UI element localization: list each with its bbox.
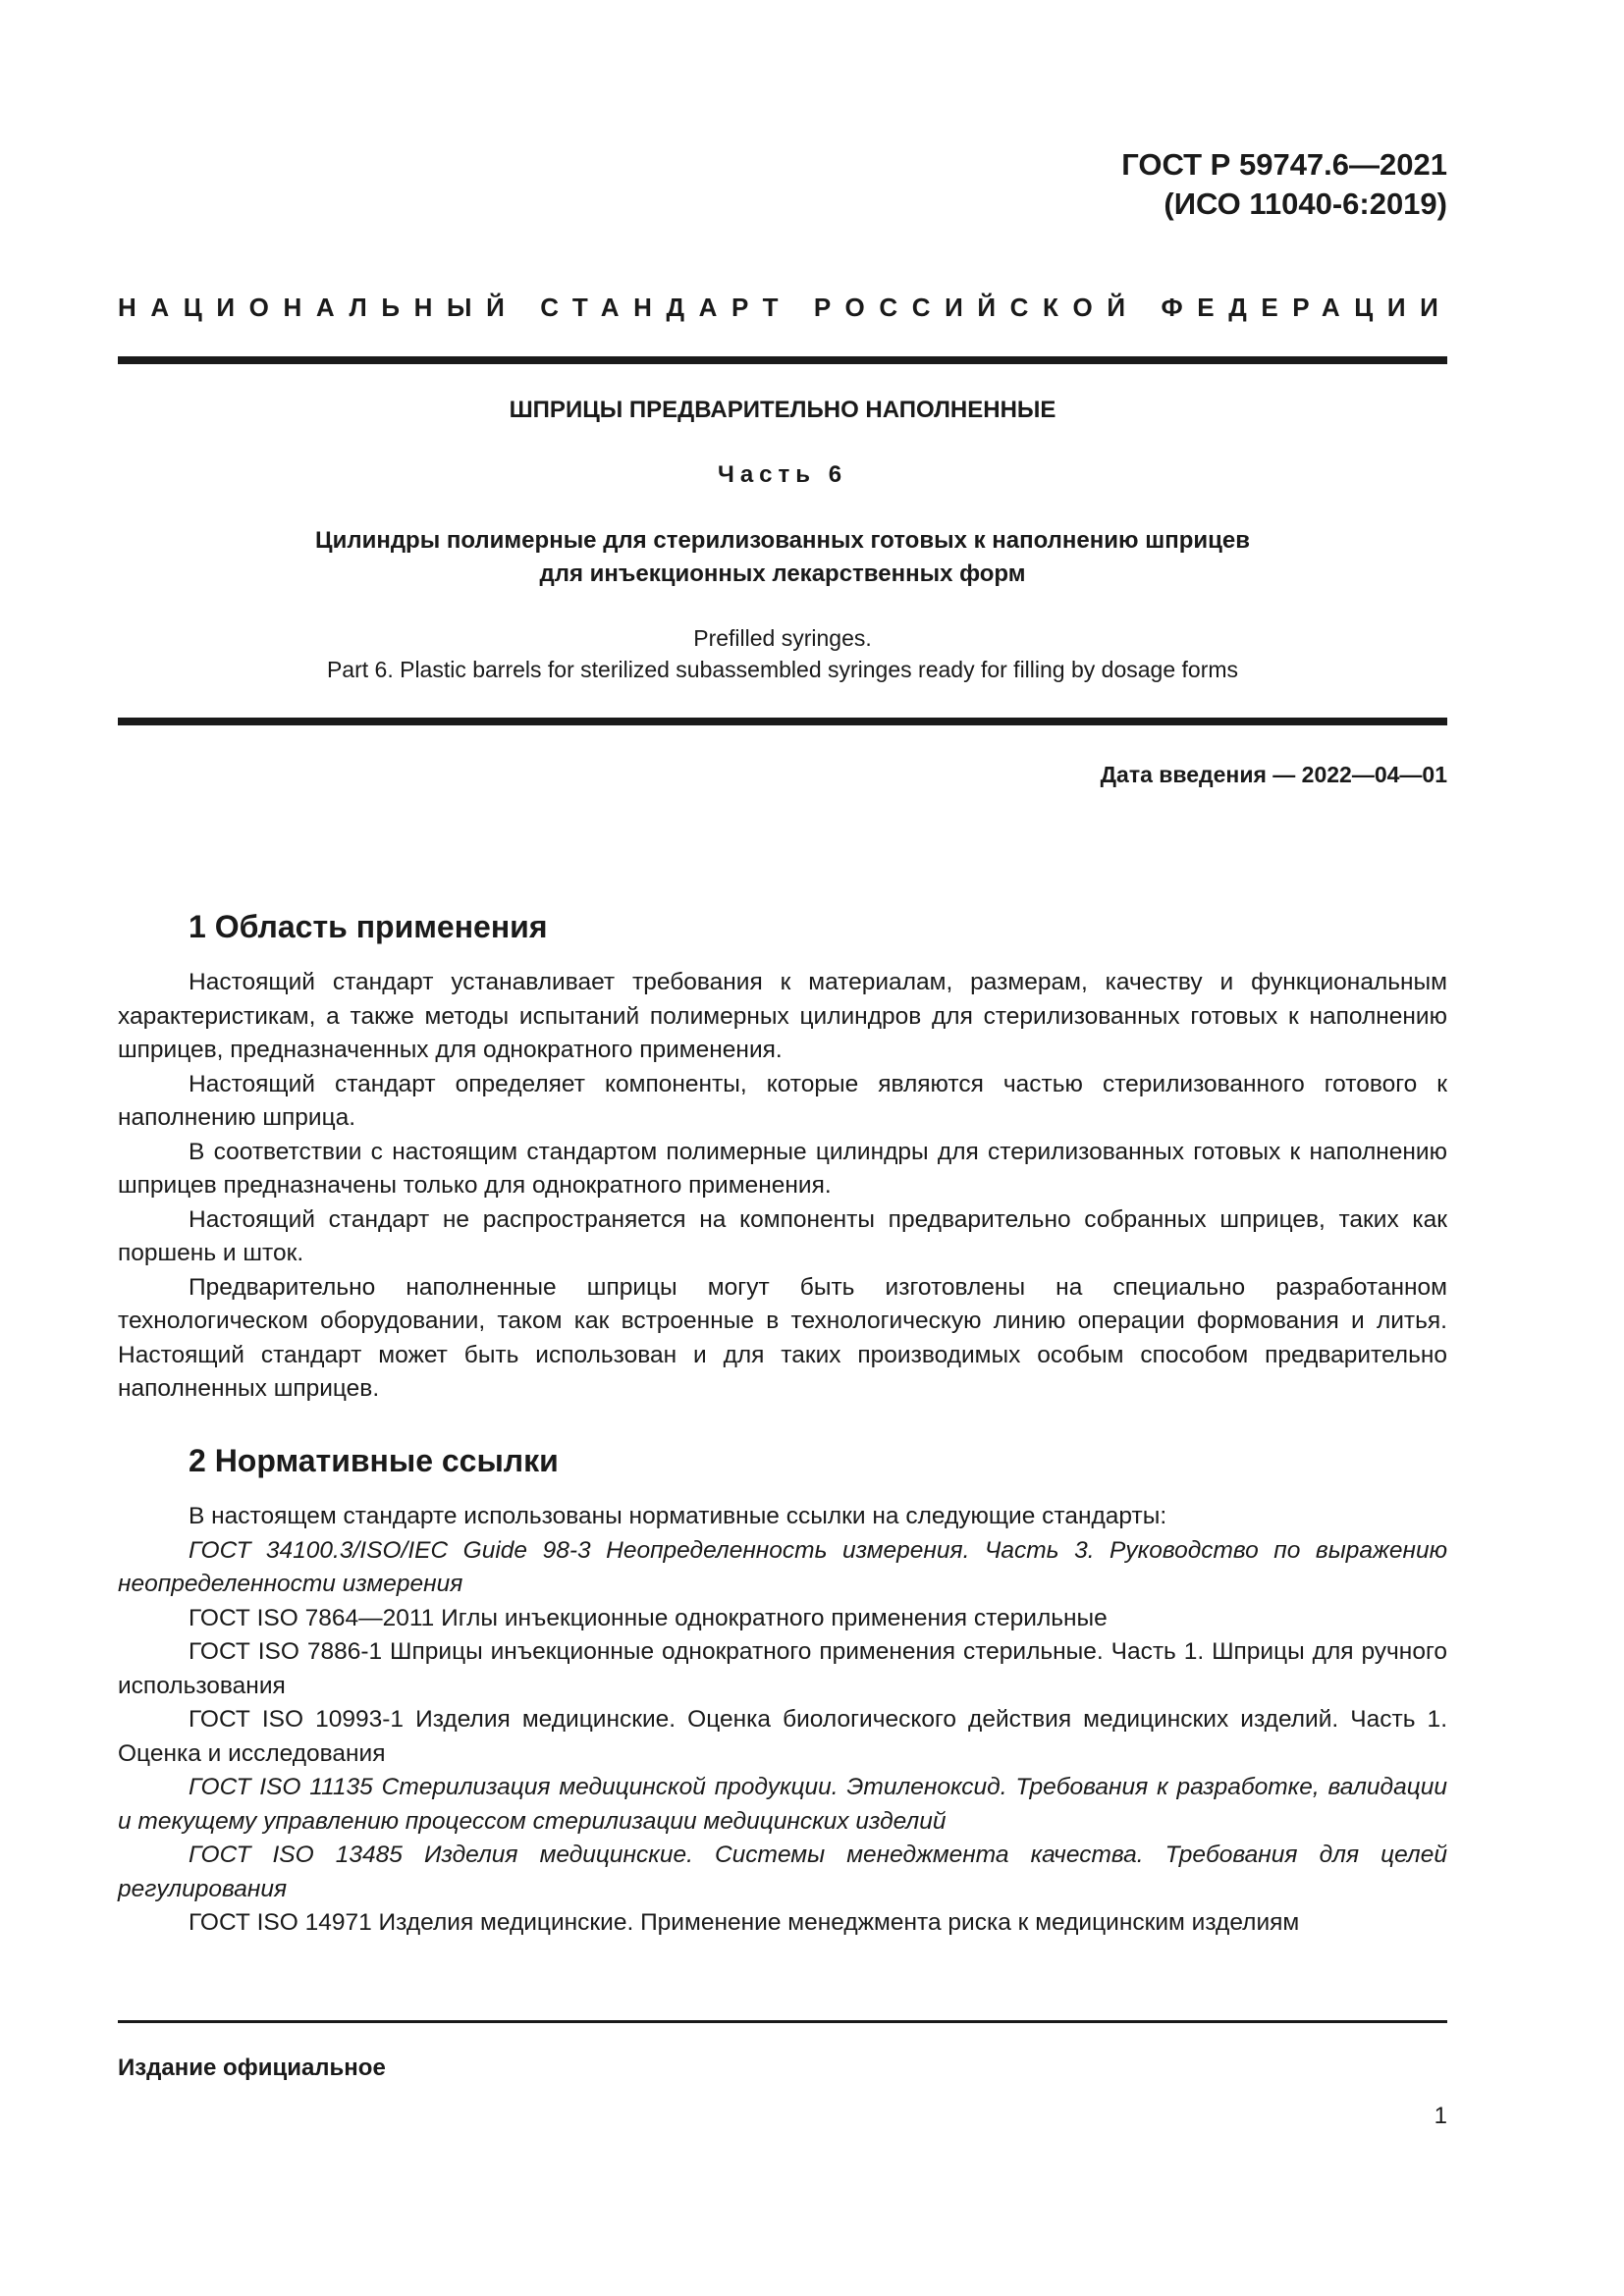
section1-paragraph: Настоящий стандарт определяет компоненты, которые являются частью стерилизованного готового к наполнению шприца.: [118, 1070, 1447, 1131]
reference-item: ГОСТ ISO 13485 Изделия медицинские. Системы менеджмента качества. Требования для целей регулирования: [118, 1842, 1447, 1902]
section1-paragraph: Предварительно наполненные шприцы могут быть изготовлены на специально разработанном технологическом оборудовании, таком как встроенные в технологическую линию операции формования и литья. Настоящий стандарт может быть использован и для таких производимых особым способом предварительно наполненных шприцев.: [118, 1273, 1447, 1402]
english-line1: Prefilled syringes.: [693, 625, 872, 651]
section2-heading: 2 Нормативные ссылки: [189, 1443, 559, 1478]
gost-code-line2: (ИСО 11040-6:2019): [1164, 187, 1447, 221]
section1-body: [118, 966, 1447, 1407]
english-line2: Part 6. Plastic barrels for sterilized subassembled syringes ready for filling by dosage forms: [326, 657, 1239, 682]
gost-code-line1: ГОСТ Р 59747.6—2021: [1121, 147, 1447, 182]
title-subtitle: [118, 524, 1447, 591]
section2-body: [118, 1500, 1447, 1941]
subtitle-line2: для инъекционных лекарственных форм: [539, 561, 1026, 587]
reference-item: ГОСТ ISO 7886-1 Шприцы инъекционные однократного применения стерильные. Часть 1. Шприцы для ручного использования: [118, 1638, 1447, 1699]
section1-paragraph: Настоящий стандарт устанавливает требования к материалам, размерам, качеству и функциональным характеристикам, а также методы испытаний полимерных цилиндров для стерилизованных готовых к наполнению шприцев, предназначенных для однократного применения.: [118, 969, 1447, 1063]
title-english: [118, 622, 1447, 685]
section2-intro: В настоящем стандарте использованы нормативные ссылки на следующие стандарты:: [189, 1503, 1167, 1529]
title-main: ШПРИЦЫ ПРЕДВАРИТЕЛЬНО НАПОЛНЕННЫЕ: [509, 397, 1056, 423]
official-edition-label: Издание официальное: [118, 2055, 386, 2081]
reference-item: ГОСТ ISO 11135 Стерилизация медицинской продукции. Этиленоксид. Требования к разработке, валидации и текущему управлению процессом стерилизации медицинских изделий: [118, 1774, 1447, 1835]
footer-rule: [118, 2020, 1447, 2023]
section1-paragraph: Настоящий стандарт не распространяется на компоненты предварительно собранных шприцев, таких как поршень и шток.: [118, 1205, 1447, 1266]
reference-item: ГОСТ ISO 14971 Изделия медицинские. Применение менеджмента риска к медицинским изделиям: [189, 1909, 1300, 1936]
section1-heading: 1 Область применения: [189, 909, 548, 944]
section1-paragraph: В соответствии с настоящим стандартом полимерные цилиндры для стерилизованных готовых к наполнению шприцев предназначены только для однократного применения.: [118, 1138, 1447, 1199]
title-rule: [118, 718, 1447, 725]
gost-code: [1121, 145, 1447, 224]
reference-item: ГОСТ ISO 7864—2011 Иглы инъекционные однократного применения стерильные: [189, 1604, 1108, 1631]
reference-item: ГОСТ 34100.3/ISO/IEC Guide 98-3 Неопределенность измерения. Часть 3. Руководство по выражению неопределенности измерения: [118, 1536, 1447, 1597]
reference-item: ГОСТ ISO 10993-1 Изделия медицинские. Оценка биологического действия медицинских изделий. Часть 1. Оценка и исследования: [118, 1706, 1447, 1767]
intro-date: Дата введения — 2022—04—01: [1100, 762, 1447, 787]
page-number: 1: [1434, 2103, 1447, 2129]
title-part: Часть 6: [717, 461, 848, 488]
header-rule: [118, 356, 1447, 364]
subtitle-line1: Цилиндры полимерные для стерилизованных готовых к наполнению шприцев: [315, 527, 1250, 554]
national-standard-banner: НАЦИОНАЛЬНЫЙ СТАНДАРТ РОССИЙСКОЙ ФЕДЕРАЦИИ: [118, 293, 1453, 322]
